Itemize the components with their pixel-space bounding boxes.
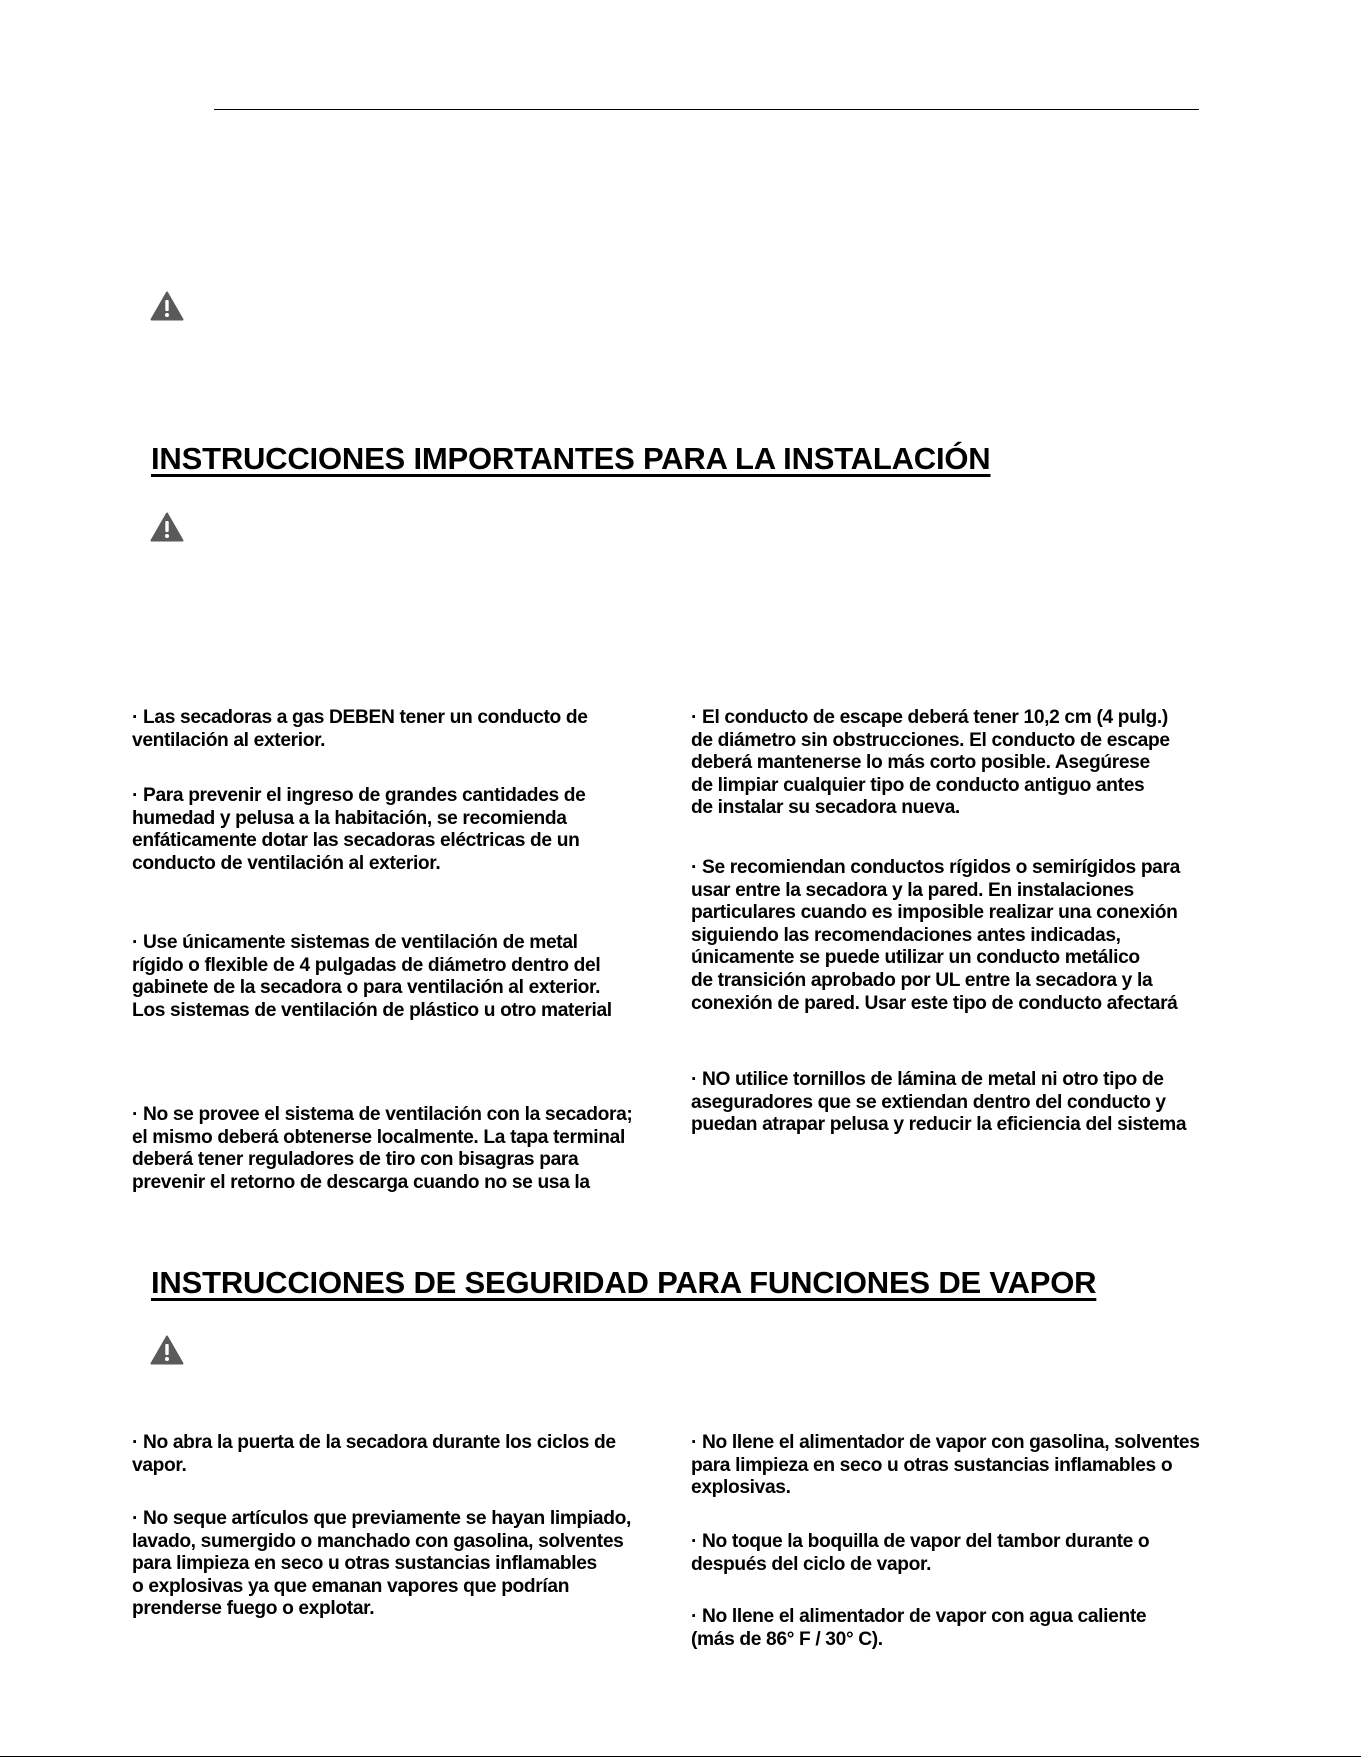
- list-item: · No llene el alimentador de vapor con gasolina, solventes para limpieza en seco u otras sustancias inflamables o explosivas.: [691, 1432, 1200, 1499]
- list-item: · No toque la boquilla de vapor del tambor durante o después del ciclo de vapor.: [691, 1531, 1150, 1575]
- heading-installation: INSTRUCCIONES IMPORTANTES PARA LA INSTALACIÓN: [151, 441, 991, 476]
- warning-triangle-icon: [150, 512, 184, 542]
- list-item: · Use únicamente sistemas de ventilación de metal rígido o flexible de 4 pulgadas de diámetro dentro del gabinete de la secadora o para ventilación al exterior. Los sistemas de ventilación de plástico u otro material: [132, 932, 612, 1021]
- list-item: · NO utilice tornillos de lámina de metal ni otro tipo de aseguradores que se extiendan dentro del conducto y puedan atrapar pelusa y reducir la eficiencia del sistema: [691, 1069, 1187, 1136]
- heading-steam: INSTRUCCIONES DE SEGURIDAD PARA FUNCIONES DE VAPOR: [151, 1265, 1097, 1300]
- warning-triangle-icon: [150, 1335, 184, 1365]
- warning-triangle-icon: [150, 291, 184, 321]
- list-item: · Para prevenir el ingreso de grandes cantidades de humedad y pelusa a la habitación, se recomienda enfáticamente dotar las secadoras eléctricas de un conducto de ventilación al exterior.: [132, 785, 586, 874]
- header-rule: [214, 109, 1199, 110]
- list-item: · No se provee el sistema de ventilación con la secadora; el mismo deberá obtenerse localmente. La tapa terminal deberá tener reguladores de tiro con bisagras para prevenir el retorno de descarga cuando no se usa la: [132, 1104, 633, 1193]
- list-item: · Se recomiendan conductos rígidos o semirígidos para usar entre la secadora y la pared. En instalaciones particulares cuando es imposible realizar una conexión siguiendo las recomendaciones antes indicadas, únicamente se puede utilizar un conducto metálico de transición aprobado por UL entre la secadora y la conexión de pared. Usar este tipo de conducto afectará: [691, 857, 1180, 1014]
- list-item: · No seque artículos que previamente se hayan limpiado, lavado, sumergido o manchado con gasolina, solventes para limpieza en seco u otras sustancias inflamables o explosivas ya que emanan vapores que podrían prenderse fuego o explotar.: [132, 1508, 631, 1620]
- footer-rule: [0, 1756, 1361, 1757]
- list-item: · El conducto de escape deberá tener 10,2 cm (4 pulg.) de diámetro sin obstrucciones. El conducto de escape deberá mantenerse lo más corto posible. Asegúrese de limpiar cualquier tipo de conducto antiguo antes de instalar su secadora nueva.: [691, 707, 1170, 819]
- list-item: · No llene el alimentador de vapor con agua caliente (más de 86° F / 30° C).: [691, 1606, 1147, 1650]
- list-item: · No abra la puerta de la secadora durante los ciclos de vapor.: [132, 1432, 616, 1476]
- list-item: · Las secadoras a gas DEBEN tener un conducto de ventilación al exterior.: [132, 707, 588, 751]
